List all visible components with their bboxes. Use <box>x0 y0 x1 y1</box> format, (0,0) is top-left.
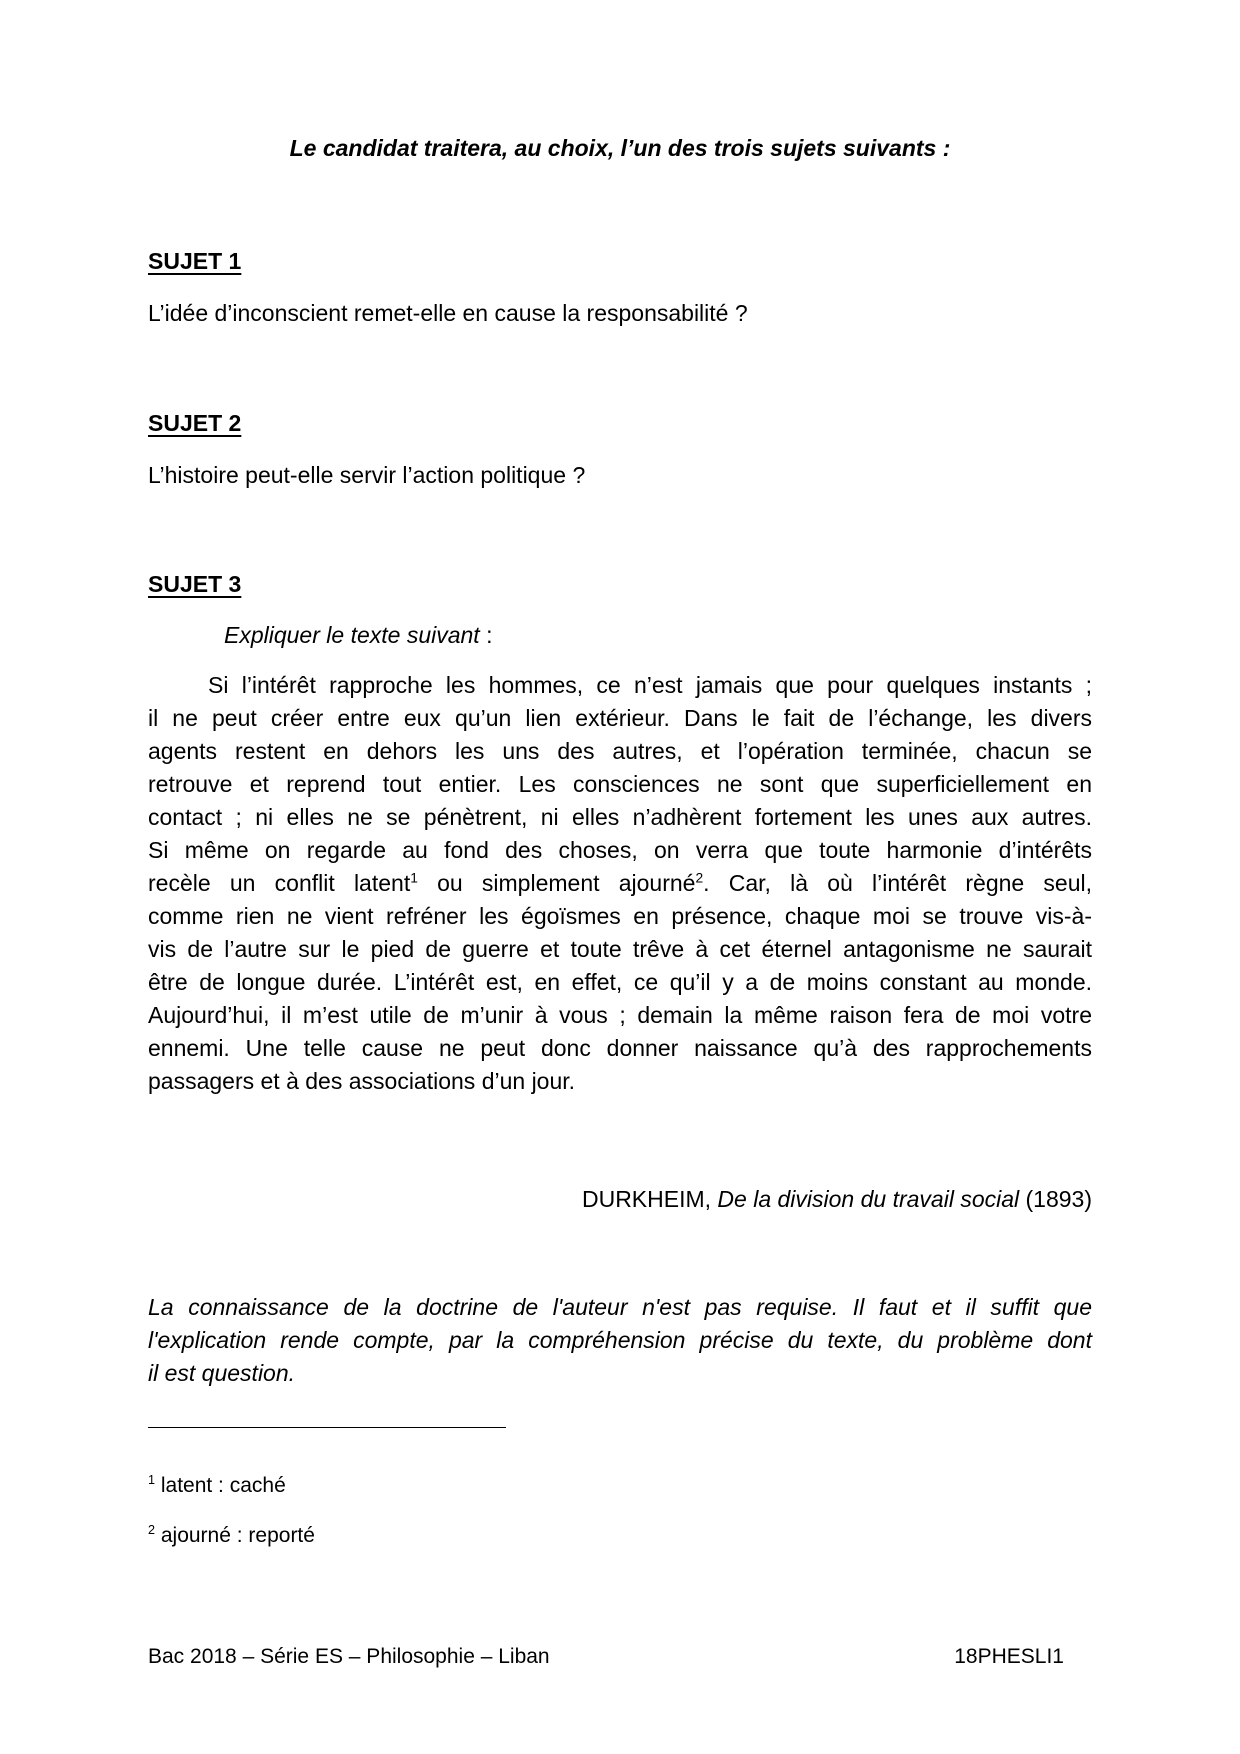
passage-line: être de longue durée. L’intérêt est, en effet, ce qu’il y a de moins constant au monde. <box>148 969 1092 995</box>
footer-code: 18PHESLI1 <box>954 1645 1064 1668</box>
durkheim-passage <box>148 669 1092 1098</box>
attribution-work: De la division du travail social <box>717 1186 1020 1212</box>
passage-line: agents restent en dehors les uns des autres, et l’opération terminée, chacun se <box>148 738 1092 764</box>
sujet-3-instruction <box>224 619 492 652</box>
sujet-2-heading: SUJET 2 <box>148 410 242 436</box>
passage-attribution <box>582 1183 1092 1216</box>
sujet-1-question: L’idée d’inconscient remet-elle en cause la responsabilité ? <box>148 300 748 326</box>
footnote-2-mark: 2 <box>148 1523 156 1537</box>
passage-line: il ne peut créer entre eux qu’un lien extérieur. Dans le fait de l’échange, les divers <box>148 705 1092 731</box>
passage-line: retrouve et reprend tout entier. Les consciences ne sont que superficiellement en <box>148 771 1092 797</box>
passage-line: Si même on regarde au fond des choses, on verra que toute harmonie d’intérêts <box>148 837 1092 863</box>
footnote-2 <box>148 1519 315 1552</box>
footnote-separator <box>148 1427 506 1428</box>
footnote-1 <box>148 1469 286 1502</box>
sujet-3-heading: SUJET 3 <box>148 571 242 597</box>
passage-line: vis de l’autre sur le pied de guerre et toute trêve à cet éternel antagonisme ne saurait <box>148 936 1092 962</box>
passage-fragment: recèle un conflit latent <box>148 870 411 896</box>
sujet-3-instruction-colon: : <box>479 622 493 648</box>
attribution-author: DURKHEIM, <box>581 1186 718 1212</box>
passage-line: Aujourd’hui, il m’est utile de m’unir à vous ; demain la même raison fera de moi votre <box>148 1002 1092 1028</box>
passage-line: comme rien ne vient refréner les égoïsmes en présence, chaque moi se trouve vis-à- <box>148 903 1092 929</box>
passage-fragment: . Car, là où l’intérêt règne seul, <box>703 870 1093 896</box>
passage-line: Si l’intérêt rapproche les hommes, ce n’est jamais que pour quelques instants ; <box>208 672 1092 698</box>
footnote-1-text: latent : caché <box>155 1474 286 1497</box>
attribution-year: (1893) <box>1019 1186 1092 1212</box>
passage-line: ennemi. Une telle cause ne peut donc donner naissance qu’à des rapprochements <box>148 1035 1092 1061</box>
note-line: il est question. <box>148 1360 296 1386</box>
passage-line <box>148 867 1092 900</box>
footnote-1-mark: 1 <box>148 1473 156 1487</box>
sujet-2-question: L’histoire peut-elle servir l’action politique ? <box>148 462 586 488</box>
passage-line: contact ; ni elles ne se pénètrent, ni elles n’adhèrent fortement les unes aux autres. <box>148 804 1092 830</box>
exam-instruction: Le candidat traitera, au choix, l’un des trois sujets suivants : <box>289 135 951 161</box>
passage-fragment: ou simplement ajourné <box>417 870 696 896</box>
explanation-note <box>148 1291 1092 1390</box>
footnote-2-text: ajourné : reporté <box>155 1524 315 1547</box>
footnote-ref-2: 2 <box>695 870 704 886</box>
sujet-3-instruction-label: Expliquer le texte suivant <box>224 622 480 648</box>
footnote-ref-1: 1 <box>410 870 418 886</box>
passage-line: passagers et à des associations d’un jour. <box>148 1068 576 1094</box>
sujet-1-heading: SUJET 1 <box>148 248 242 274</box>
footer-exam-info: Bac 2018 – Série ES – Philosophie – Liban <box>148 1645 550 1668</box>
note-line: La connaissance de la doctrine de l'auteur n'est pas requise. Il faut et il suffit que <box>148 1294 1092 1320</box>
note-line: l'explication rende compte, par la compréhension précise du texte, du problème dont <box>148 1327 1092 1353</box>
